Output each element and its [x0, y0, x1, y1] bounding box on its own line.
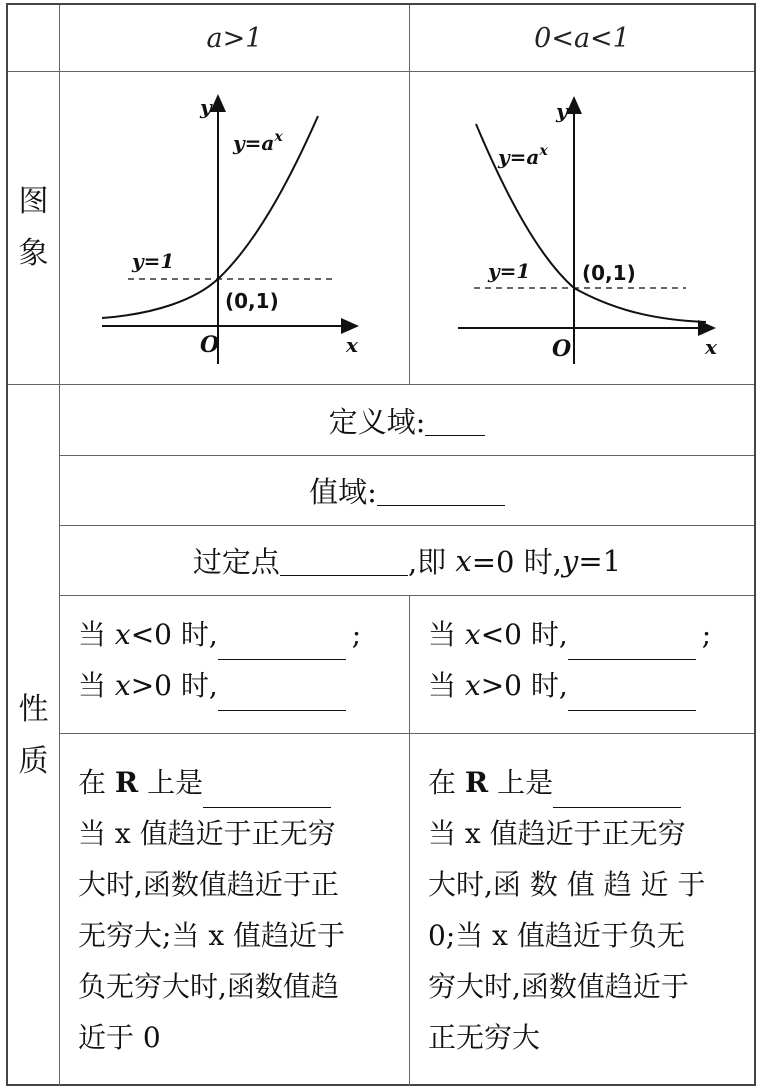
point-0-1-label: (0,1): [225, 289, 279, 313]
fixed-point-suffix-2: =0 时,: [471, 545, 562, 579]
curve-label-exponent: x: [539, 143, 548, 159]
mono-right-line-4: 穷大时,函数值趋近于: [428, 970, 689, 1003]
range-blank: [377, 475, 505, 506]
sign-left-blank-1: [218, 629, 346, 660]
fixed-point-suffix-3: =1: [578, 543, 622, 578]
curve-label-base: y=a: [498, 145, 540, 169]
sign-left-line-2: 当 x>0 时,: [78, 660, 408, 711]
mono-left-line-3: 无穷大;当 x 值趋近于: [78, 919, 346, 952]
point-0-1-label: (0,1): [582, 261, 636, 285]
header-0-lt-a-lt-1-text: 0<a<1: [534, 22, 630, 54]
curve-label: [232, 129, 283, 155]
grid-hline-fixed: [59, 595, 754, 596]
exponential-curve-increasing: [102, 116, 318, 318]
domain-blank: [425, 405, 485, 436]
x-axis-label: x: [705, 335, 717, 359]
mono-left-line-2: 大时,函数值趋近于正: [78, 868, 339, 901]
mono-right: [428, 757, 754, 1077]
curve-label: [497, 143, 548, 169]
curve-label-exponent: x: [274, 129, 283, 145]
mono-right-line-0: 在 R 上是: [428, 757, 754, 808]
grid-hline-sign: [59, 733, 754, 734]
y-axis-label: y: [556, 99, 568, 123]
row-label-graph: [8, 72, 59, 384]
sign-right-blank-1: [568, 629, 696, 660]
header-a-gt-1: [60, 5, 409, 71]
mono-right-blank: [553, 777, 681, 808]
mono-left-blank: [203, 777, 331, 808]
mono-left: [78, 757, 408, 1077]
mono-left-line-5: 近于 0: [78, 1021, 161, 1054]
fixed-point-row: [60, 526, 754, 595]
sign-left: [78, 609, 408, 729]
sign-right-blank-2: [568, 680, 696, 711]
fixed-point-x: x: [455, 543, 472, 578]
y-equals-1-label: y=1: [132, 249, 175, 273]
origin-label: O: [552, 336, 572, 362]
sign-right: [428, 609, 754, 729]
mono-left-line-4: 负无穷大时,函数值趋: [78, 970, 339, 1003]
mono-right-line-5: 正无穷大: [428, 1021, 541, 1054]
x-axis-label: x: [346, 333, 358, 357]
row-label-property-1: 性: [18, 691, 49, 727]
row-label-property: [8, 385, 59, 1086]
domain-label: 定义域:: [328, 404, 426, 439]
mono-left-line-0: 在 R 上是: [78, 757, 408, 808]
y-equals-1-label: y=1: [488, 259, 531, 283]
mono-left-line-1: 当 x 值趋近于正无穷: [78, 817, 336, 850]
domain-row: [60, 385, 754, 455]
range-label: 值域:: [309, 475, 377, 509]
header-a-gt-1-text: a>1: [206, 22, 263, 54]
fixed-point-suffix-1: ,即: [407, 545, 456, 579]
sign-left-blank-2: [218, 680, 346, 711]
header-0-lt-a-lt-1: [410, 5, 754, 71]
fixed-point-y: y: [561, 543, 579, 578]
mono-right-line-1: 当 x 值趋近于正无穷: [428, 817, 686, 850]
mono-right-line-2: 大时,函 数 值 趋 近 于: [428, 868, 706, 901]
graph-0-lt-a-lt-1: [410, 72, 754, 384]
curve-label-base: y=a: [233, 131, 275, 155]
grid-vline-mid-bottom: [409, 595, 410, 1086]
sign-right-line-1: 当 x<0 时, ;: [428, 609, 754, 660]
range-row: [60, 456, 754, 525]
row-label-property-2: 质: [18, 743, 49, 779]
fixed-point-prefix: 过定点: [192, 545, 280, 579]
sign-right-line-2: 当 x>0 时,: [428, 660, 754, 711]
row-label-graph-2: 象: [18, 236, 49, 271]
row-label-graph-1: 图: [18, 184, 49, 219]
exponential-function-table: [6, 3, 756, 1086]
sign-left-line-1: 当 x<0 时, ;: [78, 609, 408, 660]
origin-label: O: [200, 332, 220, 358]
fixed-point-blank: [280, 545, 408, 576]
mono-right-line-3: 0;当 x 值趋近于负无: [428, 919, 685, 952]
graph-a-gt-1: [60, 72, 409, 384]
y-axis-label: y: [200, 95, 212, 119]
